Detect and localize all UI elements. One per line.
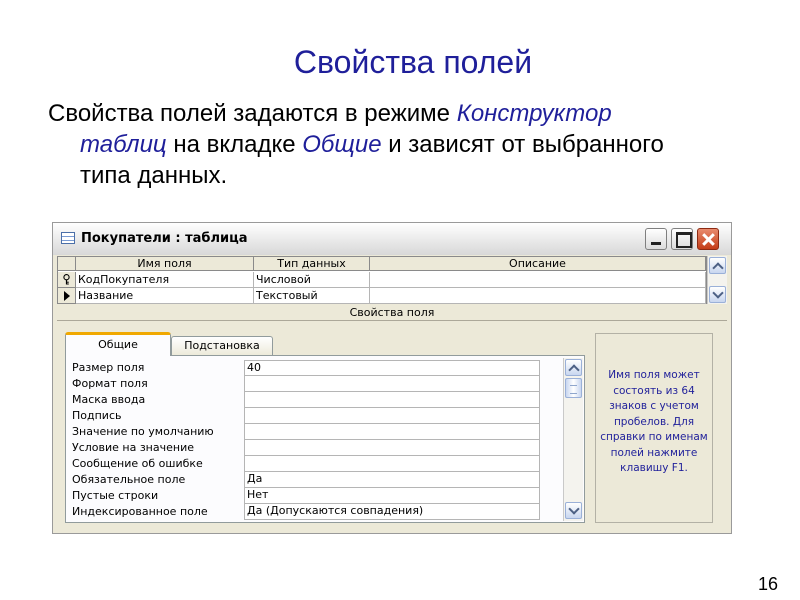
- column-header-description[interactable]: Описание: [370, 257, 706, 271]
- property-value[interactable]: [244, 408, 540, 424]
- property-name: Пустые строки: [72, 489, 159, 502]
- chevron-down-icon: [568, 503, 579, 514]
- table-icon: [61, 232, 75, 244]
- body-emphasis: таблиц: [80, 131, 167, 158]
- close-button[interactable]: [697, 228, 719, 250]
- property-row[interactable]: [70, 504, 562, 520]
- description-cell[interactable]: [370, 288, 706, 304]
- property-value[interactable]: [244, 440, 540, 456]
- property-row[interactable]: [70, 488, 562, 504]
- property-name: Подпись: [72, 409, 122, 422]
- maximize-button[interactable]: [671, 228, 693, 250]
- property-value[interactable]: 40: [244, 360, 540, 376]
- body-emphasis: Общие: [302, 131, 382, 158]
- property-value[interactable]: Нет: [244, 488, 540, 504]
- body-text: Свойства полей задаются в режиме: [48, 100, 457, 127]
- property-value[interactable]: [244, 424, 540, 440]
- row-selector-header: [58, 257, 76, 271]
- property-value[interactable]: [244, 392, 540, 408]
- row-selector[interactable]: [58, 288, 76, 304]
- property-name: Размер поля: [72, 361, 145, 374]
- property-name: Маска ввода: [72, 393, 146, 406]
- grid-scrollbar[interactable]: [707, 256, 727, 304]
- property-value[interactable]: [244, 456, 540, 472]
- chevron-up-icon: [568, 364, 579, 375]
- body-line-1: [48, 98, 768, 129]
- property-row[interactable]: [70, 360, 562, 376]
- help-text-panel: Имя поля может состоять из 64 знаков с учетом пробелов. Для справки по именам полей нажмите клавишу F1.: [595, 333, 713, 523]
- column-header-field-name[interactable]: Имя поля: [76, 257, 254, 271]
- column-header-data-type[interactable]: Тип данных: [254, 257, 370, 271]
- property-name: Значение по умолчанию: [72, 425, 214, 438]
- table-design-window: [52, 222, 732, 534]
- slide-title: Свойства полей: [293, 44, 533, 80]
- body-line-2: [48, 129, 768, 160]
- property-value[interactable]: [244, 376, 540, 392]
- tab-general[interactable]: Общие: [65, 332, 171, 356]
- property-name: Индексированное поле: [72, 505, 208, 518]
- section-label: Свойства поля: [349, 306, 435, 319]
- property-row[interactable]: [70, 376, 562, 392]
- page-number: 16: [757, 574, 778, 594]
- body-emphasis: Конструктор: [456, 100, 612, 127]
- title-bar[interactable]: [53, 223, 731, 255]
- minimize-button[interactable]: [645, 228, 667, 250]
- body-text: и зависят от выбранного: [381, 131, 664, 158]
- property-row[interactable]: [70, 392, 562, 408]
- row-selector[interactable]: [58, 272, 76, 288]
- property-name: Формат поля: [72, 377, 148, 390]
- field-properties-panel: [65, 355, 585, 523]
- property-row[interactable]: [70, 472, 562, 488]
- row-pointer-icon: [64, 291, 70, 301]
- property-value[interactable]: Да: [244, 472, 540, 488]
- property-name: Обязательное поле: [72, 473, 186, 486]
- field-grid: [57, 256, 707, 304]
- chevron-down-icon: [712, 287, 723, 298]
- divider: [57, 320, 727, 321]
- key-icon: [61, 274, 72, 285]
- data-type-cell[interactable]: Числовой: [254, 272, 370, 288]
- body-text: на вкладке: [166, 131, 303, 158]
- scroll-down-button[interactable]: [565, 502, 582, 519]
- property-row[interactable]: [70, 456, 562, 472]
- scroll-up-button[interactable]: [709, 257, 726, 274]
- slide-body-text: [48, 98, 768, 191]
- tab-lookup[interactable]: Подстановка: [171, 336, 273, 356]
- scroll-thumb[interactable]: [565, 378, 582, 398]
- property-row[interactable]: [70, 424, 562, 440]
- properties-scrollbar[interactable]: [563, 358, 583, 521]
- description-cell[interactable]: [370, 272, 706, 288]
- field-name-cell[interactable]: КодПокупателя: [76, 272, 254, 288]
- scroll-up-button[interactable]: [565, 359, 582, 376]
- property-row[interactable]: [70, 440, 562, 456]
- property-row[interactable]: [70, 408, 562, 424]
- property-name: Условие на значение: [72, 441, 194, 454]
- field-name-cell[interactable]: Название: [76, 288, 254, 304]
- property-name: Сообщение об ошибке: [72, 457, 203, 470]
- property-value[interactable]: Да (Допускаются совпадения): [244, 504, 540, 520]
- body-line-3: типа данных.: [80, 162, 228, 189]
- window-title: Покупатели : таблица: [81, 231, 248, 246]
- chevron-up-icon: [712, 262, 723, 273]
- scroll-down-button[interactable]: [709, 286, 726, 303]
- data-type-cell[interactable]: Текстовый: [254, 288, 370, 304]
